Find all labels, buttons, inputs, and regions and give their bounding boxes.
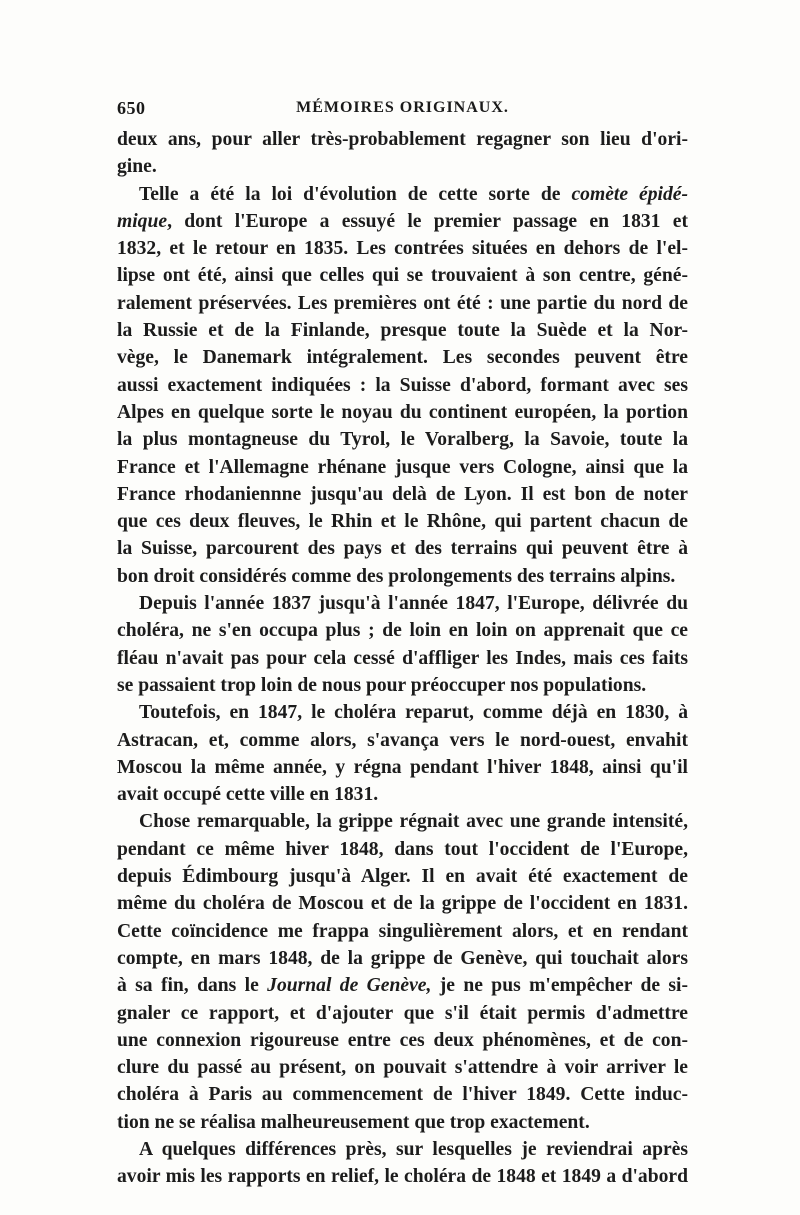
body-text (117, 126, 688, 1191)
text-line: France et l'Allemagne rhénane jusque vers Cologne, ainsi que la (117, 456, 688, 478)
text-line: Astracan, et, comme alors, s'avança vers le nord-ouest, envahit (117, 729, 688, 751)
text-line: même du choléra de Moscou et de la grippe de l'occident en 1831. (117, 893, 688, 915)
text-line: gine. (117, 156, 157, 178)
text-line: avait occupé cette ville en 1831. (117, 784, 379, 806)
text-line: aussi exactement indiquées : la Suisse d'abord, formant avec ses (117, 374, 688, 396)
text-line: 1832, et le retour en 1835. Les contrées situées en dehors de l'el- (117, 238, 688, 260)
paragraph-start-line: A quelques différences près, sur lesquelles je reviendrai après (139, 1138, 688, 1160)
text-line: choléra à Paris au commencement de l'hiver 1849. Cette induc- (117, 1084, 688, 1106)
text-line: Alpes en quelque sorte le noyau du continent européen, la portion (117, 401, 688, 423)
page-header (117, 98, 688, 120)
text-line: à sa fin, dans le Journal de Genève, je ne pus m'empêcher de si- (117, 975, 688, 997)
italic-phrase: comète épidé- (571, 183, 688, 205)
text-line: avoir mis les rapports en relief, le choléra de 1848 et 1849 a d'abord (117, 1166, 688, 1188)
text-line: pendant ce même hiver 1848, dans tout l'occident de l'Europe, (117, 838, 688, 860)
text-line: bon droit considérés comme des prolongements des terrains alpins. (117, 565, 676, 587)
text-line: mique, dont l'Europe a essuyé le premier passage en 1831 et (117, 210, 688, 232)
text-line: tion ne se réalisa malheureusement que trop exactement. (117, 1111, 590, 1133)
text-line: gnaler ce rapport, et d'ajouter que s'il était permis d'admettre (117, 1002, 688, 1024)
text-line: Cette coïncidence me frappa singulièrement alors, et en rendant (117, 920, 688, 942)
italic-phrase: Journal de Genève, (267, 975, 432, 997)
paragraph-start-line: Chose remarquable, la grippe régnait avec une grande intensité, (139, 811, 688, 833)
text-line: deux ans, pour aller très-probablement regagner son lieu d'ori- (117, 129, 688, 150)
text-line: se passaient trop loin de nous pour préoccuper nos populations. (117, 674, 647, 696)
text-line: que ces deux fleuves, le Rhin et le Rhône, qui partent chacun de (117, 511, 688, 533)
text-line: compte, en mars 1848, de la grippe de Genève, qui touchait alors (117, 947, 688, 969)
text-line: fléau n'avait pas pour cela cessé d'affliger les Indes, mais ces faits (117, 647, 688, 669)
text-line: France rhodaniennne jusqu'au delà de Lyon. Il est bon de noter (117, 483, 688, 505)
text-line: la Russie et de la Finlande, presque toute la Suède et la Nor- (117, 320, 688, 342)
text-line: la plus montagneuse du Tyrol, le Voralberg, la Savoie, toute la (117, 429, 688, 451)
text-line: ralement préservées. Les premières ont été : une partie du nord de (117, 292, 688, 314)
text-line: depuis Édimbourg jusqu'à Alger. Il en avait été exactement de (117, 866, 688, 888)
running-title: MÉMOIRES ORIGINAUX. (296, 99, 509, 116)
text-line: clure du passé au présent, on pouvait s'attendre à voir arriver le (117, 1057, 688, 1079)
paragraph-start-line: Toutefois, en 1847, le choléra reparut, comme déjà en 1830, à (139, 702, 688, 724)
page-number: 650 (117, 98, 146, 118)
text-line: Moscou la même année, y régna pendant l'hiver 1848, ainsi qu'il (117, 756, 688, 778)
paragraph-start-line: Telle a été la loi d'évolution de cette sorte de comète épidé- (139, 183, 688, 205)
text-line: lipse ont été, ainsi que celles qui se trouvaient à son centre, géné- (117, 265, 688, 287)
text-line: vège, le Danemark intégralement. Les secondes peuvent être (117, 347, 688, 369)
text-line: choléra, ne s'en occupa plus ; de loin en loin on apprenait que ce (117, 620, 688, 642)
text-line: la Suisse, parcourent des pays et des terrains qui peuvent être à (117, 538, 688, 560)
italic-phrase: mique (117, 210, 168, 232)
text-line: une connexion rigoureuse entre ces deux phénomènes, et de con- (117, 1029, 688, 1051)
paragraph-start-line: Depuis l'année 1837 jusqu'à l'année 1847, l'Europe, délivrée du (139, 593, 688, 615)
